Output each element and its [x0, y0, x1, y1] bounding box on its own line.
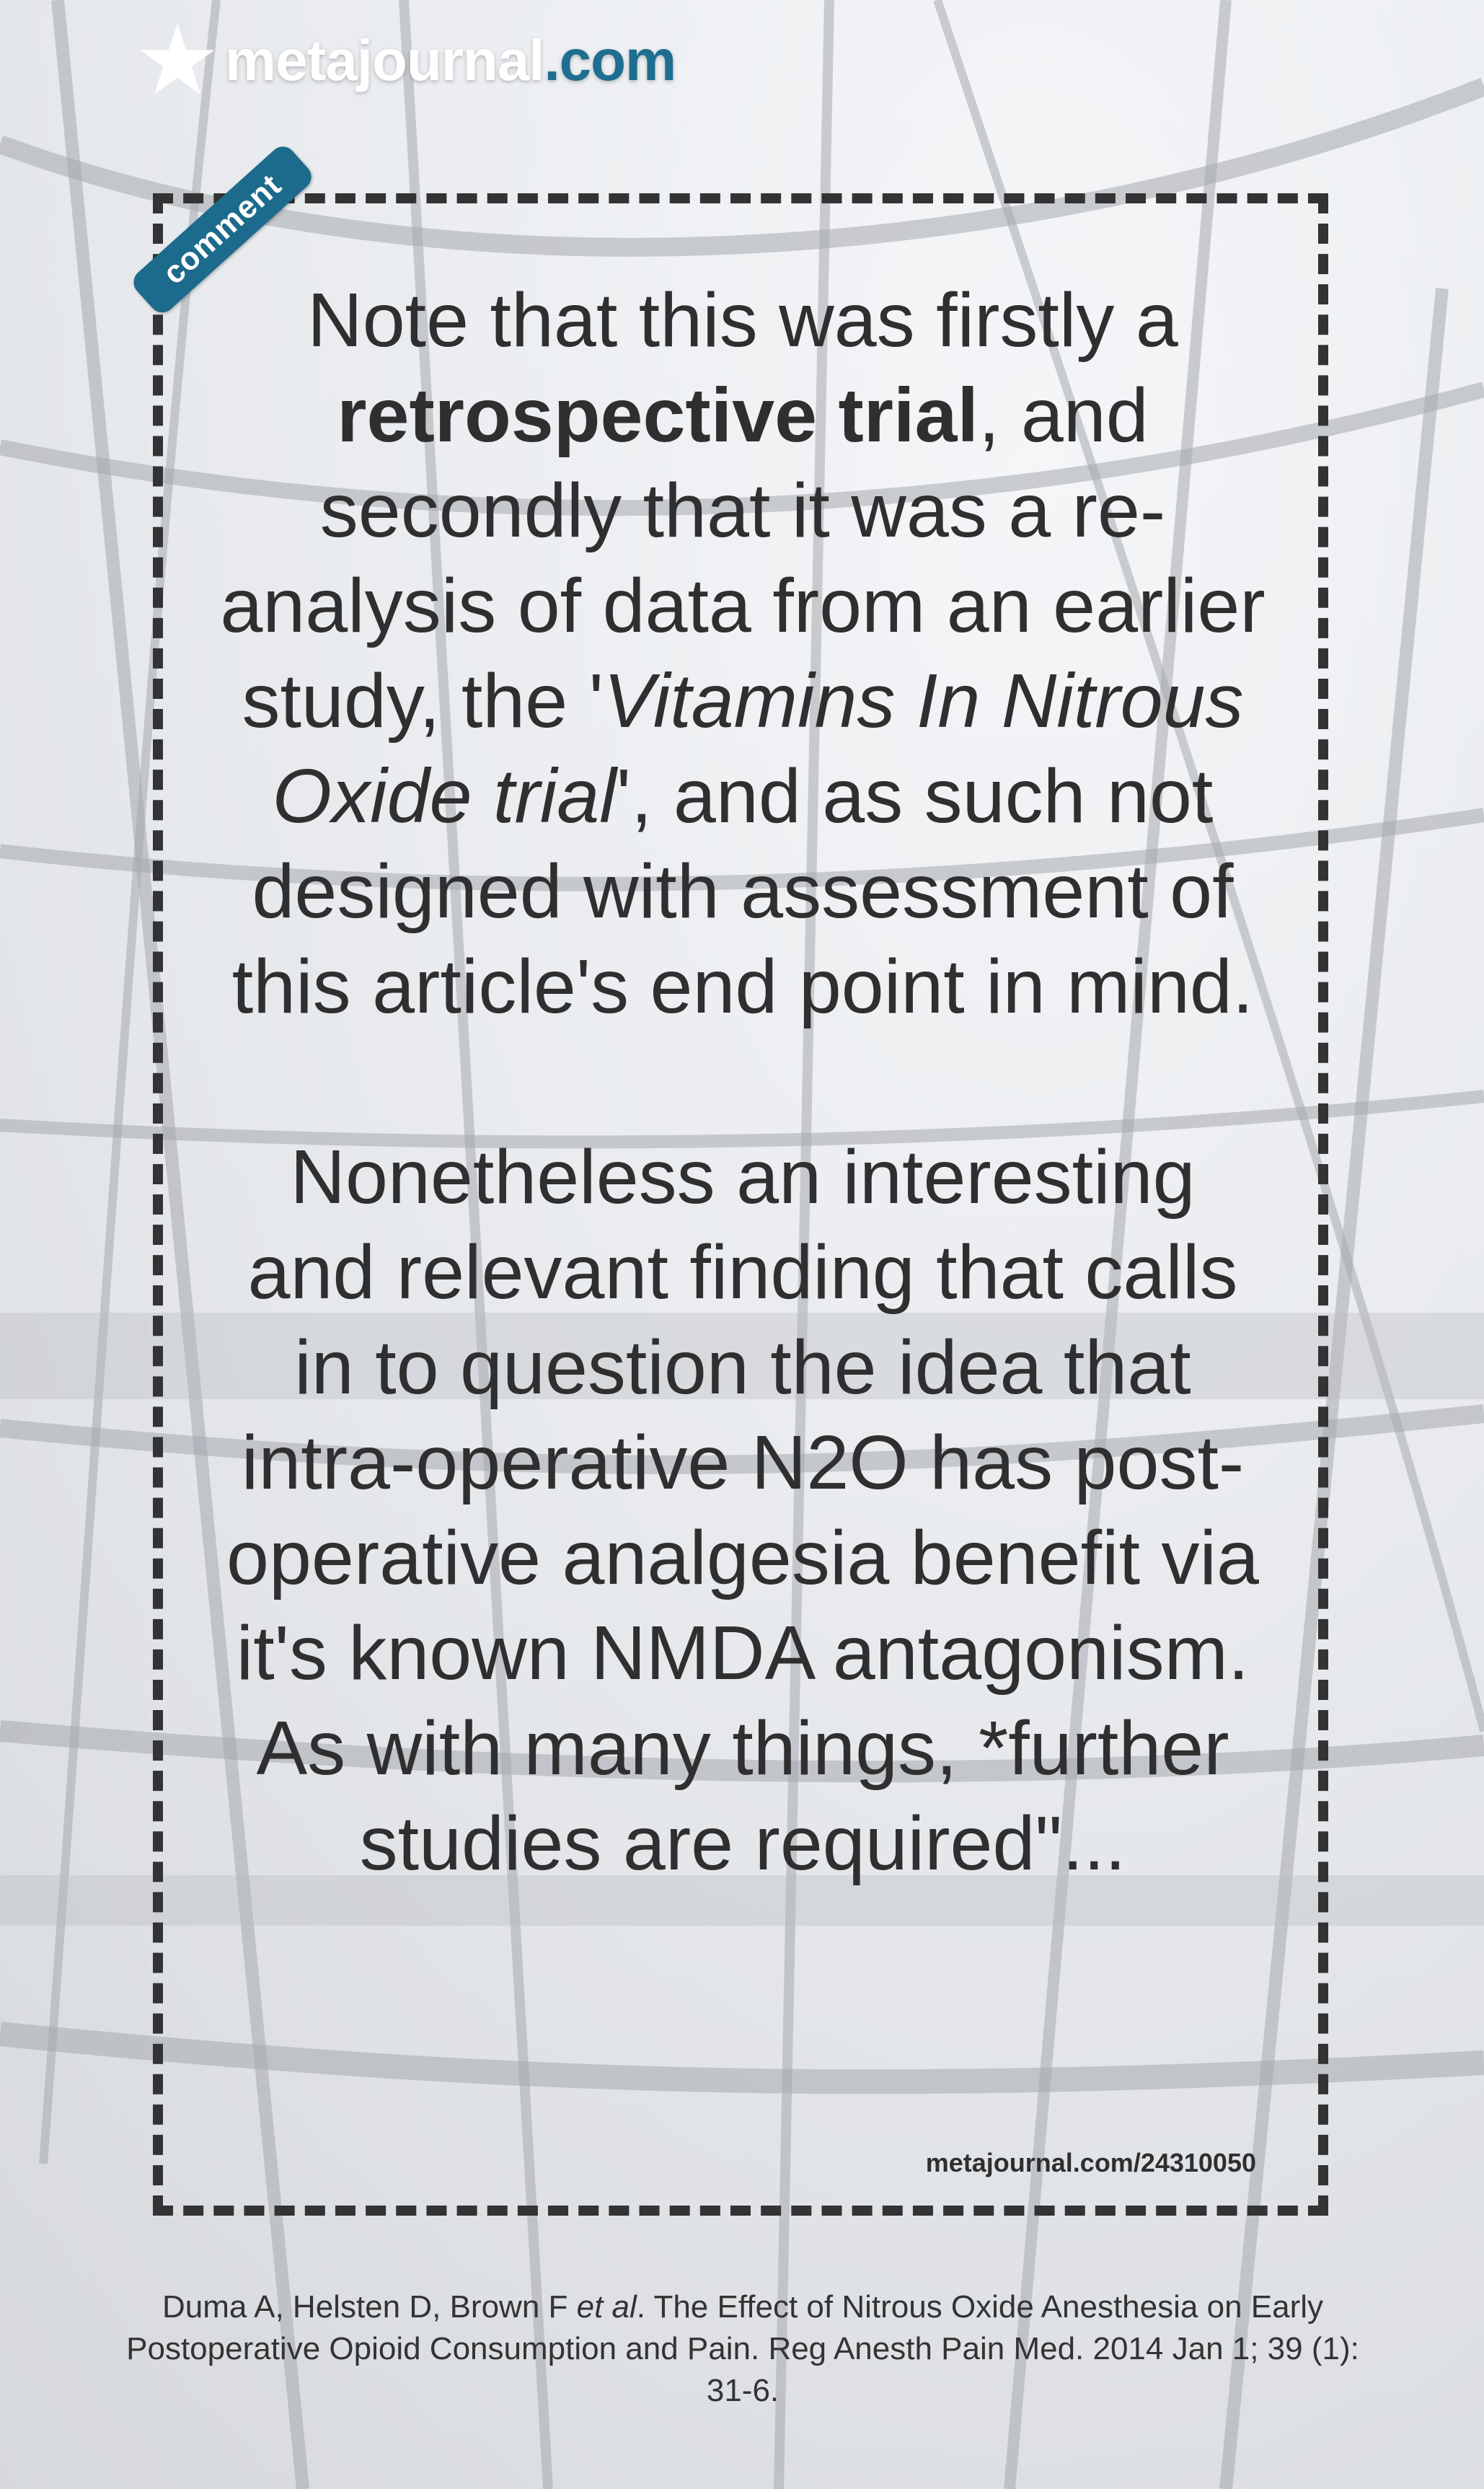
logo-name: metajournal	[225, 28, 544, 92]
comment-paragraph-2: Nonetheless an interesting and relevant finding that calls in to question the idea that intra-operative N2O has post-operative analgesia benefit via it's known NMDA antagonism. As with many things, *further studies are required"...	[226, 1135, 1259, 1886]
comment-text: ', and as such not designed with assessment of this article's end point in mind.	[231, 754, 1254, 1029]
comment-ribbon: comment	[128, 141, 317, 318]
comment-text: , and secondly that it was a re-analysis of data from an earlier study, the '	[220, 373, 1266, 744]
site-logo[interactable]	[225, 27, 676, 94]
citation-details: . The Effect of Nitrous Oxide Anesthesia on Early Postoperative Opioid Consumption and Pain. Reg Anesth Pain Med. 2014 Jan 1; 39 (1): 31-6.	[126, 2289, 1359, 2408]
star-icon	[137, 22, 218, 97]
citation	[108, 2286, 1377, 2412]
comment-italic-text: Vitamins In Nitrous Oxide trial	[272, 658, 1244, 839]
comment-paragraph-1	[216, 273, 1269, 1034]
comment-body	[216, 273, 1269, 1891]
article-shortlink[interactable]: metajournal.com/24310050	[925, 2148, 1256, 2177]
comment-bold-text: retrospective trial	[337, 373, 979, 458]
citation-authors: Duma A, Helsten D, Brown F	[162, 2289, 577, 2325]
citation-etal: et al	[576, 2289, 637, 2325]
comment-text: Note that this was firstly a	[307, 278, 1178, 363]
logo-tld: .com	[544, 28, 676, 92]
